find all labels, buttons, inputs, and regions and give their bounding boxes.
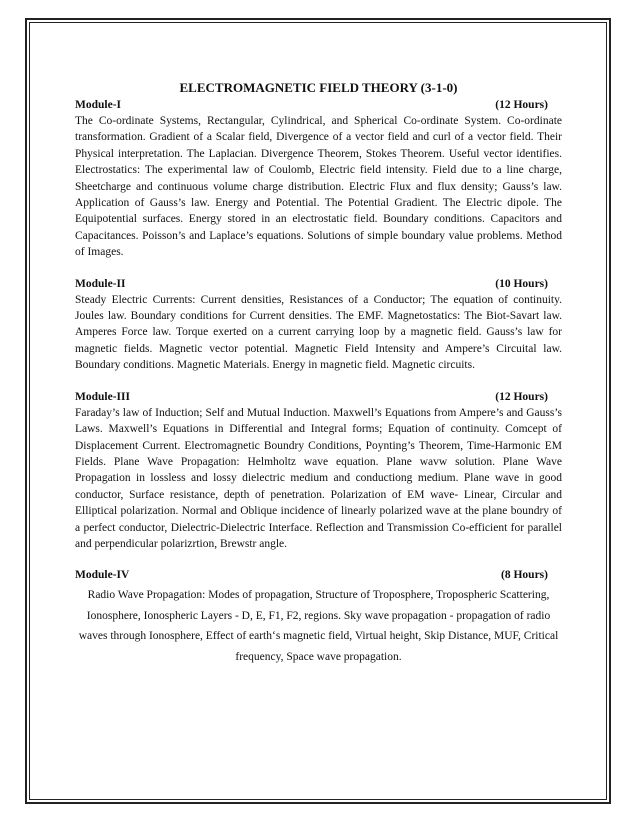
module-hours: (8 Hours) [501,569,548,582]
module-section [75,277,562,374]
module-text: Faraday’s law of Induction; Self and Mutual Induction. Maxwell’s Equations from Ampere’s and Gauss’s Laws. Maxwell’s Equations in Differential and Integral forms; Equation of continuity. Comcept of Displacement Current. Electromagnetic Boundry Conditions, Poynting’s Theorem, Time-Harmonic EM Fields. Plane Wave Propagation: Helmholtz wave equation. Plane wavw solution. Plane Wave Propagation in lossless and lossy dielectric medium and conductiong medium. Plane wave in good conductor, Surface resistance, depth of penetration. Polarization of EM wave- Linear, Circular and Elliptical polarization. Normal and Oblique incidence of linearly polarized wave at the plane boundry of a perfect conductor, Dielectric-Dielectric Interface. Reflection and Transmission Co-efficient for parallel and perpendicular polarizrtion, Brewstr angle. [75,406,562,550]
module-header [75,390,562,405]
module-text: Radio Wave Propagation: Modes of propagation, Structure of Troposphere, Tropospheric Scattering, Ionosphere, Ionospheric Layers - D, E, F1, F2, regions. Sky wave propagation - propagation of radio waves through Ionosphere, Effect of earth‘s magnetic field, Virtual height, Skip Distance, MUF, Critical frequency, Space wave propagation. [78,589,559,663]
module-name: Module-IV [75,569,130,582]
module-section [75,390,562,553]
module-hours: (12 Hours) [495,99,548,111]
module-header [75,98,562,113]
module-header [75,568,562,583]
module-section [75,98,562,261]
syllabus-content [75,80,562,667]
module-text: Steady Electric Currents: Current densities, Resistances of a Conductor; The equation of continuity. Joules law. Boundary conditions for Current densities. The EMF. Magnetostatics: The Biot-Savart law. Amperes Force law. Torque exerted on a current carrying loop by a magnetic field. Gauss’s law for magnetic fields. Magnetic vector potential. Magnetic Field Intensity and Ampere’s Circuital law. Boundary conditions. Magnetic Materials. Energy in magnetic field. Magnetic circuits. [75,293,562,372]
module-name: Module-II [75,277,126,290]
module-header [75,277,562,292]
module-hours: (10 Hours) [495,277,548,290]
module-text: The Co-ordinate Systems, Rectangular, Cylindrical, and Spherical Co-ordinate System. Co-ordinate transformation. Gradient of a Scalar field, Divergence of a vector field and curl of a vector field. Their Physical interpretation. The Laplacian. Divergence Theorem, Stokes Theorem. Useful vector identifies. Electrostatics: The experimental law of Coulomb, Electric field intensity. Field due to a line charge, Sheetcharge and continuous volume charge distribution. Electric Flux and flux density; Gauss’s law. Application of Gauss’s law. Energy and Potential. The Potential Gradient. The Electric dipole. The Equipotential surfaces. Energy stored in an electrostatic field. Boundary conditions. Capacitors and Capacitances. Poisson’s and Laplace’s equations. Solutions of simple boundary value problems. Method of Images. [75,115,562,259]
module-name: Module-I [75,99,121,111]
module-section [75,568,562,667]
module-hours: (12 Hours) [495,390,548,403]
course-title: ELECTROMAGNETIC FIELD THEORY (3-1-0) [179,80,458,95]
module-name: Module-III [75,390,130,403]
